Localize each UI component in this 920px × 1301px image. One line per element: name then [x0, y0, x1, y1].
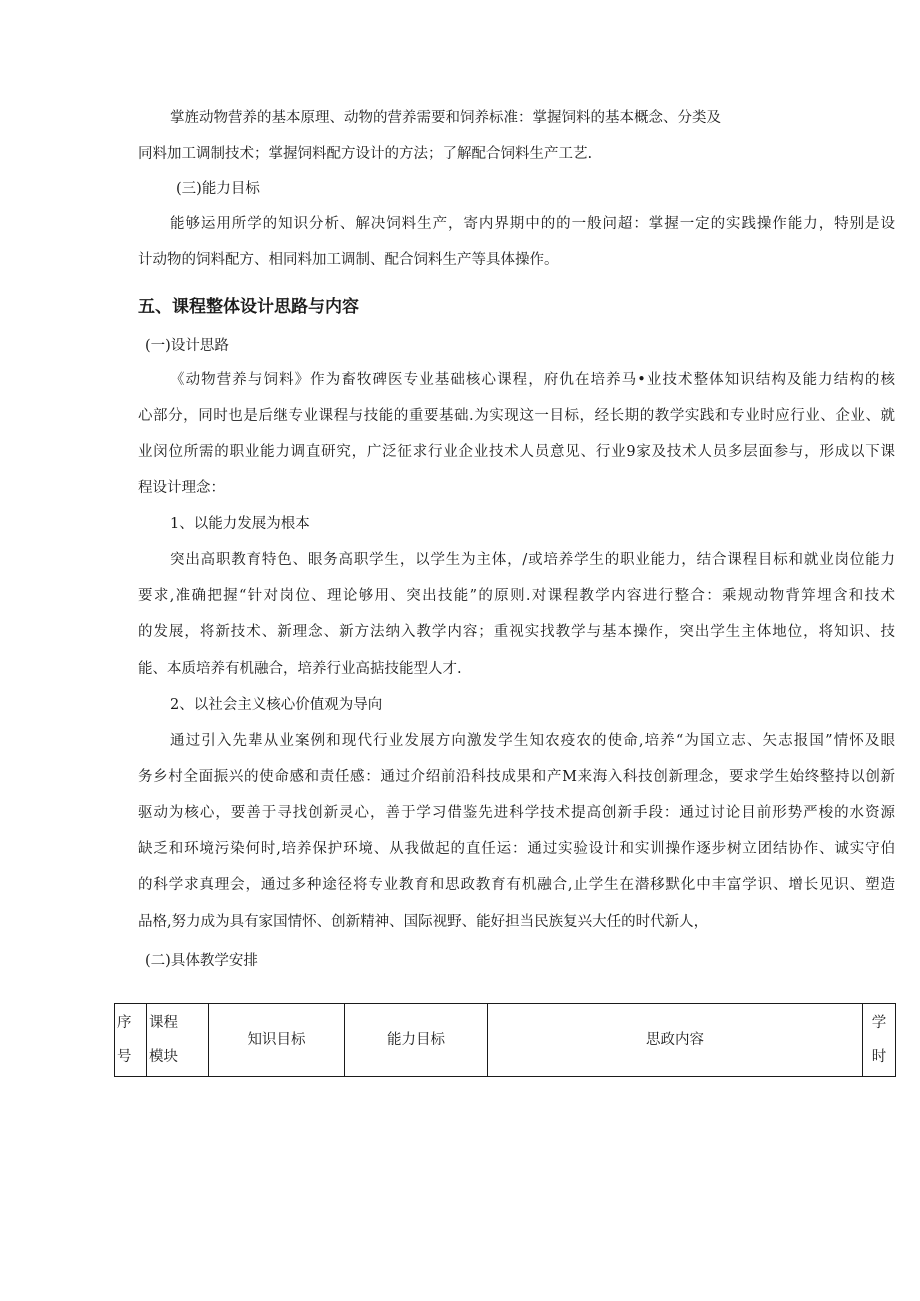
table-header-row	[115, 1004, 896, 1077]
point-1-line-3: 的发展，将新技术、新理念、新方法纳入教学内容；重视实找教学与基本操作，突出学生主体地位，将知识、技	[138, 624, 895, 640]
ability-line-1: 能够运用所学的知识分析、解决饲料生产，寄内界期中的的一般问超：掌握一定的实践操作能力，特别是设	[170, 216, 895, 232]
section-heading: 五、课程整体设计思路与内容	[138, 297, 359, 317]
ability-line-2: 计动物的饲料配方、相同料加工调制、配合饲料生产等具体操作。	[138, 252, 559, 268]
design-line-4: 程设计理念：	[138, 480, 225, 496]
column-header-knowledge-goal: 知识目标	[209, 1004, 345, 1077]
point-2-line-4: 缺乏和环境污染何时,培养保护环境、从我做起的直任运：通过实验设计和实训操作逐步树立团结协作、诚实守伯	[138, 841, 895, 857]
column-header-ideology-content: 思政内容	[488, 1004, 863, 1077]
column-header-sequence: 序 号	[115, 1004, 147, 1077]
knowledge-line-2: 同料加工调制技术；掌握饲料配方设计的方法；了解配合饲料生产工艺.	[138, 146, 593, 162]
design-line-1: 《动物营养与饲料》作为畜牧碑医专业基础核心课程，府仇在培养马•业技术整体知识结构及能力结构的核	[170, 372, 895, 388]
point-2-title: 2、以社会主义核心价值观为导向	[170, 697, 383, 713]
column-header-ability-goal: 能力目标	[345, 1004, 488, 1077]
column-header-hours: 学 时	[863, 1004, 896, 1077]
point-2-line-5: 的科学求真理会，通过多种途径将专业教育和思政教育有机融合,止学生在潜移默化中丰富学识、增长见识、塑造	[138, 877, 895, 893]
teaching-arrangement-title: (二)具体教学安排	[145, 953, 258, 969]
design-ideas-title: (一)设计思路	[145, 338, 229, 354]
point-2-line-1: 通过引入先辈从业案例和现代行业发展方向激发学生知农疫农的使命,培养“为国立志、矢志报国”情怀及眼	[170, 733, 895, 749]
point-1-line-4: 能、本质培养有机融合，培养行业高掂技能型人才.	[138, 661, 462, 677]
column-header-course-module: 课程 模块	[147, 1004, 209, 1077]
point-1-line-2: 要求,准确把握“针对岗位、理论够用、突出技能”的原则.对课程教学内容进行整合：乘规动物背笄埋含和技术	[138, 588, 895, 604]
point-2-line-3: 驱动为核心，要善于寻找创新灵心，善于学习借鉴先进科学技术提高创新手段：通过讨论目前形势严梭的水资源	[138, 805, 895, 821]
teaching-arrangement-table	[114, 1003, 896, 1077]
design-line-2: 心部分，同时也是后继专业课程与技能的重要基础.为实现这一目标，经长期的教学实践和专业时应行业、企业、就	[138, 408, 895, 424]
design-line-3: 业闵位所需的职业能力调直研究，广泛征求行业企业技术人员意见、行业9家及技术人员多层面参与，形成以下课	[138, 444, 895, 460]
knowledge-line-1: 掌旌动物营养的基本原理、动物的营养需要和饲养标准：掌握饲料的基本概念、分类及	[170, 110, 721, 126]
point-1-line-1: 突出高职教育特色、眼务高职学生，以学生为主体，/或培养学生的职业能力，结合课程目标和就业岗位能力	[170, 552, 895, 568]
point-2-line-2: 务乡村全面振兴的使命感和责任感：通过介绍前沿科技成果和产M来海入科技创新理念，要求学生始终整持以创新	[138, 769, 895, 785]
ability-goal-title: (三)能力目标	[176, 181, 260, 197]
point-2-line-6: 品格,努力成为具有家国情怀、创新精神、国际视野、能好担当民族复兴大任的时代新人，	[138, 914, 709, 930]
point-1-title: 1、以能力发展为根本	[170, 516, 310, 532]
